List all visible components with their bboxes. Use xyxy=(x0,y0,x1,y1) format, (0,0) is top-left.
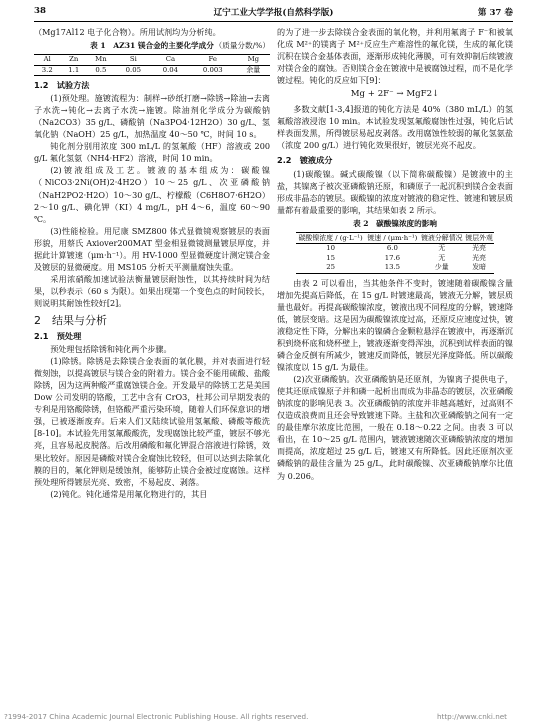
paragraph: 钝化剂分别用浓度 300 mL/L 的氢氟酸（HF）溶液或 200 g/L 氟化氢氨（NH4·HF2）溶液，时间 10 min。 xyxy=(34,141,270,164)
table-cell: 17.6 xyxy=(384,253,401,262)
table-header-cell: 镀液分解情况 xyxy=(421,233,463,242)
paragraph: 多数文献[1-3,4]报道的钝化方法是 40%（380 mL/L）的氢氟酸溶液浸泡 10 min。本试验发现氢氟酸腐蚀性过强，钝化后试样表面发黑，所得镀层易起皮剥落。改用腐蚀性较弱的氟化氢氨盐（浓度 200 g/L）进行钝化效果很好，镀层光亮不起皮。 xyxy=(277,104,513,151)
table-row xyxy=(34,65,270,76)
section-heading: 2 结果与分析 xyxy=(34,313,107,327)
table-cell: 无 xyxy=(438,253,446,262)
source-url: http://www.cnki.net xyxy=(436,712,507,721)
page-number: 38 xyxy=(34,6,46,16)
paragraph: 预处理包括除锈和钝化两个步骤。 xyxy=(50,344,172,355)
table-1-caption: 表 1 AZ31 镁合金的主要化学成分 （质量分数/%） xyxy=(34,40,270,52)
table-header-cell: Mg xyxy=(237,55,270,66)
table-cell: 光亮 xyxy=(472,244,487,253)
paragraph: 采用浓硝酸加速试验法衡量镀层耐蚀性，以其持续时间为结果，以秒表示（60 s 为限）。如果出现第一个变色点的时间较长，则说明其耐蚀性较好[2]。 xyxy=(34,273,270,308)
table-cell: 无 xyxy=(438,244,446,253)
table-cell: 0.04 xyxy=(162,65,179,74)
journal-title: 辽宁工业大学学报(自然科学版) xyxy=(213,8,334,18)
table-cell: 1.1 xyxy=(68,65,80,74)
left-column xyxy=(34,26,270,500)
table-cell: 25 xyxy=(326,263,335,272)
table-2 xyxy=(296,232,494,274)
volume-label: 第 37 卷 xyxy=(477,8,513,18)
table-cell: 3.2 xyxy=(41,65,53,74)
table-header-cell: Ca xyxy=(152,55,189,66)
paragraph: (3)性能检验。用尼康 SMZ800 体式显微镜观察镀层的表面形貌，用蔡氏 Axiover200MAT 型金相显微镜测量镀层厚度，并据此计算镀速（μm·h⁻¹）。用 HV-1000 型显微硬度计测定镁合金及镀层的显微硬度。用 MS105 分析天平测量腐蚀失重。 xyxy=(34,225,270,272)
table-cell: 13.5 xyxy=(384,263,401,272)
table-cell: 发暗 xyxy=(472,263,487,272)
header-rule xyxy=(34,21,513,22)
paragraph: (1)碳酸镍。碱式碳酸镍（以下简称碳酸镍）是镀液中的主盐，其镍离子被次亚磷酸钠还原，和磷原子一起沉积到镁合金表面形成非晶态的镀层。碳酸镍的浓度对镀液的稳定性、镀速和镀层质量都有着最重要的影响，其结果如表 2 所示。 xyxy=(277,168,513,215)
paragraph: 由表 2 可以看出，当其他条件不变时，镀速随着碳酸镍含量增加先提高后降低，在 15 g/L 时镀速最高，镀液无分解，镀层质量也最好。再提高碳酸镍浓度，镀液出现不同程度的分解，镀速降低，镀层变暗。这是因为碳酸镍浓度过高，还原反应速度过快，镀液稳定性下降，分解出来的镍磷合金颗粒悬浮在镀液中，再逐渐沉积到烧杯底和烧杯壁上，镀液逐渐变得浑浊，沉积到试样表面的镍磷合金反倒有所减少，镀速反而降低，镀层光泽度降低。所以碳酸镍浓度以 15 g/L 为最佳。 xyxy=(277,277,513,373)
table-cell: 0.5 xyxy=(95,65,107,74)
paragraph: (2)镀液组成及工艺。镀液的基本组成为：碳酸镍（NiCO3·2Ni(OH)2·4H2O）10～25 g/L、次亚磷酸钠（NaH2PO2·H2O）10～30 g/L、柠檬酸（C6H8O7·6H2O）2～10 g/L、碘化钾（KI）4 mg/L，pH 4～6，温度 60～90 ℃。 xyxy=(34,165,270,224)
section-heading: 2.2 镀液成分 xyxy=(277,155,333,166)
section-heading: 1.2 试验方法 xyxy=(34,80,90,91)
table-1 xyxy=(34,54,270,76)
table-row xyxy=(296,263,494,273)
table-2-caption: 表 2 碳酸镍浓度的影响 xyxy=(353,218,437,228)
table-cell: 0.05 xyxy=(125,65,141,74)
table-header-cell: Zn xyxy=(61,55,88,66)
table-cell: 10 xyxy=(326,244,335,253)
paragraph: (2)次亚磷酸钠。次亚磷酸钠是还原剂，为镍离子提供电子，使其还原成镍原子并和磷一起析出而成为非晶态的镀层，次亚磷酸钠浓度的影响见表 3。次亚磷酸钠的浓度并非越高越好，过高则不仅造成浪费而且还会导致镀速下降。主盐和次亚磷酸钠之间有一定的最佳摩尔浓度比范围，一般在 0.18～0.22 之间。由表 3 可以看出，在 10～25 g/L 范围内，镀液镀速随次亚磷酸钠浓度的增加而提高，浓度超过 25 g/L 后，镀速又有所降低。因此还原剂次亚磷酸钠的最佳含量为 25 g/L，此时碳酸镍、次亚磷酸钠摩尔比值为 0.206。 xyxy=(277,374,513,481)
table-cell: 少量 xyxy=(434,263,449,272)
table-cell: 15 xyxy=(326,253,335,262)
table-header-cell: 镀速 / (μm·h⁻¹) xyxy=(365,232,419,244)
section-heading: 2.1 预处理 xyxy=(34,331,82,342)
paragraph: 的为了进一步去除镁合金表面的氧化物，并利用氟离子 F⁻和被氧化成 M²⁺的镁离子 M²⁺反应生产难溶性的氟化镁，生成的氟化镁沉积在镁合金基体表面，逐渐形成钝化薄膜，可有效抑制后续镀液对镁合金的腐蚀。否则镁合金在镀液中是被腐蚀过程，而不是化学镀过程。钝化的反应如下[9]： xyxy=(277,27,513,86)
table-cell: 光亮 xyxy=(472,253,487,262)
table-row xyxy=(296,254,494,264)
table-cell: 余量 xyxy=(246,65,261,74)
table-cell: 0.003 xyxy=(202,65,223,74)
table-1-unit: （质量分数/%） xyxy=(214,41,270,51)
table-header-cell: 碳酸镍浓度 / (g·L⁻¹) xyxy=(296,232,365,244)
table-header-cell: Si xyxy=(115,55,152,66)
paragraph: (2)钝化。钝化通常是用氟化物进行的，其目 xyxy=(50,488,208,499)
equation: Mg + 2F⁻ → MgF2↓ xyxy=(350,89,440,100)
page-header xyxy=(34,6,513,20)
table-header-cell: Mn xyxy=(87,55,115,66)
right-column xyxy=(277,26,513,482)
copyright-notice: ?1994-2017 China Academic Journal Electronic Publishing House. All rights reserved. xyxy=(4,712,309,721)
paragraph: (1)预处理。施镀流程为：制样→砂纸打磨→除锈→除油→去离子水洗→钝化→去离子水洗→施镀。除油剂化学成分为碳酸钠（Na2CO3）35 g/L、磷酸钠（Na3PO4·12H2O）30 g/L、氢氧化钠（NaOH）25 g/L，加热温度 40～50 ℃，时间 10 s。 xyxy=(34,93,270,140)
table-row xyxy=(296,244,494,254)
paragraph: （Mg17Al12 电子化合物）。所用试剂均为分析纯。 xyxy=(34,27,221,37)
table-cell: 6.0 xyxy=(386,244,398,253)
paragraph: (1)除锈。除锈是去除镁合金表面的氧化膜，并对表面进行轻微刻蚀，以提高镀层与镁合金的附着力。镁合金不能用硫酸、盐酸除锈，因为这两种酸严重腐蚀镁合金。开发最早的除锈工艺是美国 Dow 公司发明的铬酸，工艺中含有 CrO3，杜邦公司早期发表的专利是用铬酸除锈，但铬酸严重污染环境，随着人们环保意识的增强，已被逐渐废弃。后来人们又陆续试验用氢氟酸、磷酸等酸洗[8-10]。本试验先用氢氟酸酸洗，发现腐蚀比较严重，镀层不够光亮，且容易起皮脱落。后改用磷酸和氟化钾混合溶液进行除锈，效果比较好。原因是磷酸对镁合金腐蚀比较轻，但可以达到去除氧化膜的目的，氟化钾则是缓蚀剂，能够防止镁合金被过度腐蚀。这样预处理所得镀层光亮、致密，不易起皮、剥落。 xyxy=(34,356,270,487)
table-header-cell: Fe xyxy=(189,55,237,66)
table-header-cell: Al xyxy=(34,55,61,66)
table-header-cell: 镀层外观 xyxy=(465,233,493,242)
